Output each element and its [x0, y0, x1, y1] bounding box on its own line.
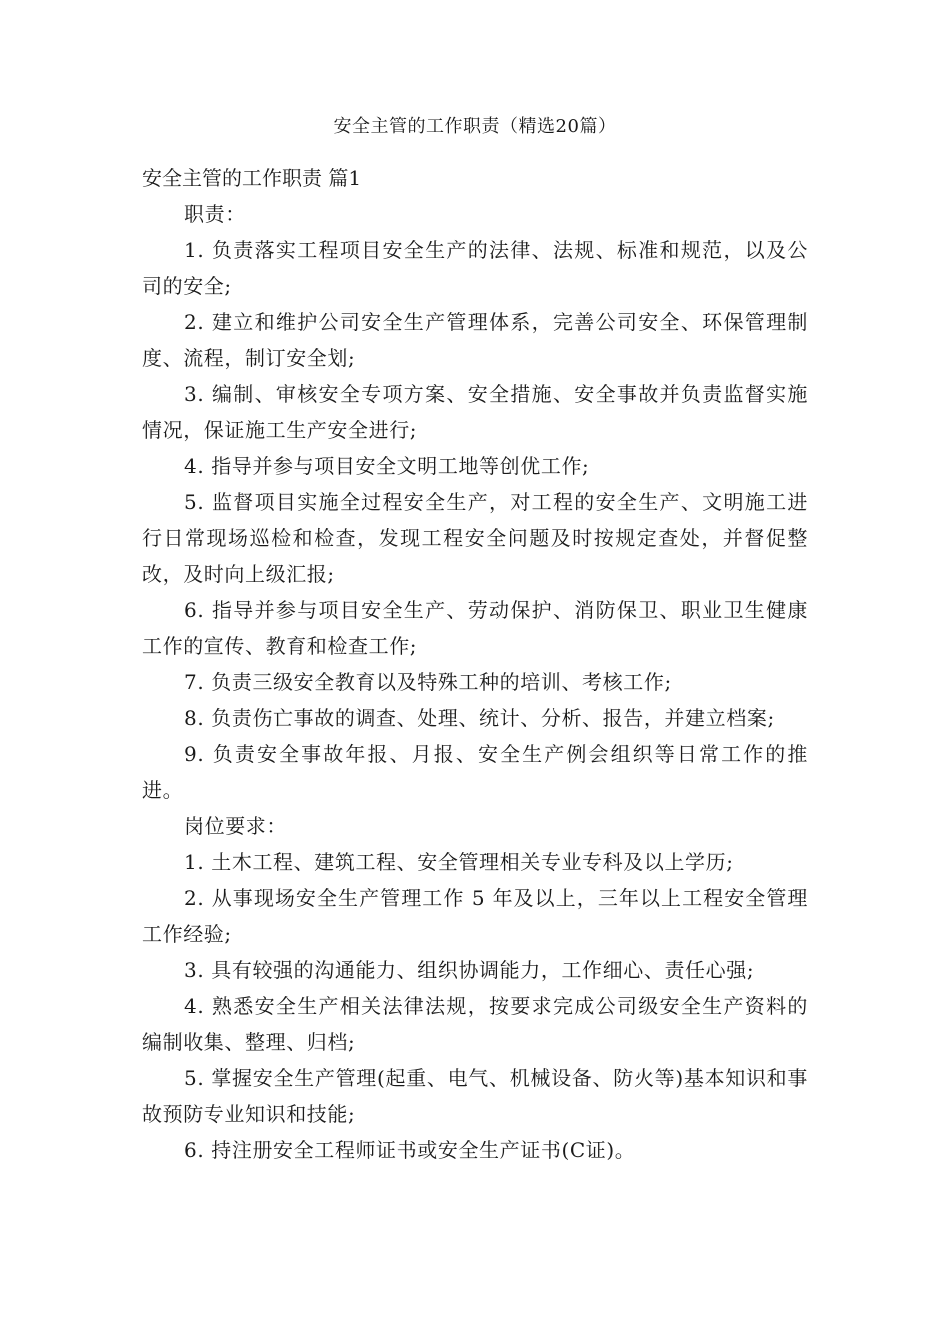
duty-item: 8. 负责伤亡事故的调查、处理、统计、分析、报告，并建立档案;: [184, 706, 775, 730]
duty-item: 7. 负责三级安全教育以及特殊工种的培训、考核工作;: [184, 670, 672, 694]
duties-label: 职责：: [184, 202, 246, 226]
requirement-item: 2. 从事现场安全生产管理工作 5 年及以上，三年以上工程安全管理工作经验;: [142, 886, 808, 946]
requirements-label: 岗位要求：: [184, 814, 287, 838]
duty-item: 1. 负责落实工程项目安全生产的法律、法规、标准和规范，以及公司的安全;: [142, 238, 808, 298]
duty-item: 4. 指导并参与项目安全文明工地等创优工作;: [184, 454, 590, 478]
requirement-item: 5. 掌握安全生产管理(起重、电气、机械设备、防火等)基本知识和事故预防专业知识和技能;: [142, 1066, 808, 1126]
requirement-item: 3. 具有较强的沟通能力、组织协调能力，工作细心、责任心强;: [184, 958, 755, 982]
requirement-item: 1. 土木工程、建筑工程、安全管理相关专业专科及以上学历;: [184, 850, 734, 874]
duty-item: 6. 指导并参与项目安全生产、劳动保护、消防保卫、职业卫生健康工作的宣传、教育和检查工作;: [142, 598, 808, 658]
section-heading: 安全主管的工作职责 篇1: [142, 166, 362, 190]
duty-item: 2. 建立和维护公司安全生产管理体系，完善公司安全、环保管理制度、流程，制订安全划;: [142, 310, 808, 370]
document-title: 安全主管的工作职责（精选20篇）: [333, 116, 617, 137]
requirement-item: 6. 持注册安全工程师证书或安全生产证书(C证)。: [184, 1138, 636, 1162]
duty-item: 5. 监督项目实施全过程安全生产，对工程的安全生产、文明施工进行日常现场巡检和检查，发现工程安全问题及时按规定查处，并督促整改，及时向上级汇报;: [142, 490, 808, 586]
duty-item: 3. 编制、审核安全专项方案、安全措施、安全事故并负责监督实施情况，保证施工生产安全进行;: [142, 382, 808, 442]
requirement-item: 4. 熟悉安全生产相关法律法规，按要求完成公司级安全生产资料的编制收集、整理、归档;: [142, 994, 808, 1054]
duty-item: 9. 负责安全事故年报、月报、安全生产例会组织等日常工作的推进。: [142, 742, 808, 802]
